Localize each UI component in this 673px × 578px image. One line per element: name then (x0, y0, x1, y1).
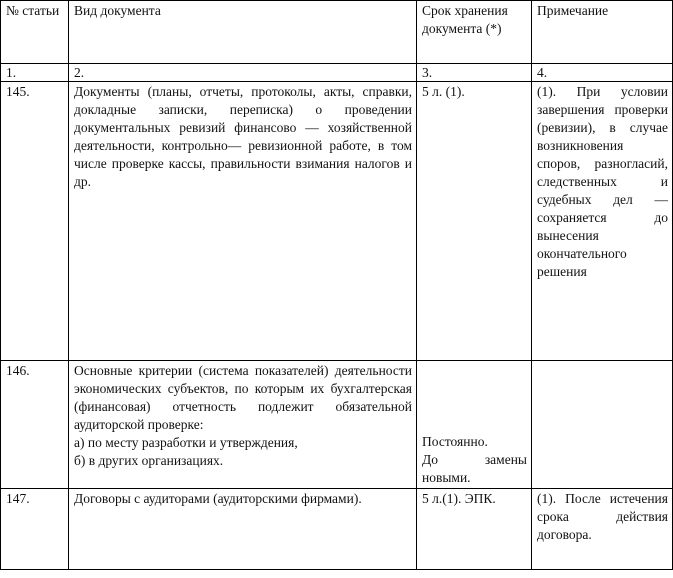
table-row (1, 82, 673, 361)
note-text: (1). При условии завершения проверки (ревизии), в случае возникновения споров, разногласий, следственных и судебных дел — сохраняется до вынесения окончательного решения (532, 82, 673, 361)
note-text: (1). После истечения срока действия договора. (532, 489, 673, 570)
document-type-text: Договоры с аудиторами (аудиторскими фирмами). (69, 489, 417, 570)
document-type-item-a: а) по месту разработки и утверждения, (74, 435, 298, 450)
storage-term-cell (417, 361, 532, 489)
column-number-row (1, 64, 673, 82)
document-type-text: Документы (планы, отчеты, протоколы, акты, справки, докладные записки, переписка) о проведении документальных ревизий финансово — хозяйственной деятельности, контрольно— ревизионной работе, в том числе проверке кассы, правильности взимания налогов и др. (69, 82, 417, 361)
document-type-cell (69, 361, 417, 489)
note-text (532, 361, 673, 489)
header-article-no: № статьи (1, 1, 69, 64)
storage-term-b: До замены новыми. (422, 452, 527, 485)
column-number: 3. (417, 64, 532, 82)
header-note: Примечание (532, 1, 673, 64)
article-number: 145. (1, 82, 69, 361)
storage-term: 5 л.(1). ЭПК. (417, 489, 532, 570)
column-number: 2. (69, 64, 417, 82)
header-storage-term: Срок хранения документа (*) (417, 1, 532, 64)
storage-term-a: Постоянно. (422, 434, 488, 449)
table-row (1, 489, 673, 570)
document-type-item-b: б) в других организациях. (74, 453, 224, 468)
article-number: 147. (1, 489, 69, 570)
header-row (1, 1, 673, 64)
column-number: 1. (1, 64, 69, 82)
column-number: 4. (532, 64, 673, 82)
header-doc-type: Вид документа (69, 1, 417, 64)
table-row (1, 361, 673, 489)
document-type-text: Основные критерии (система показателей) деятельности экономических субъектов, по которым их бухгалтерская (финансовая) отчетность подлежит обязательной аудиторской проверке: (74, 363, 412, 432)
article-number: 146. (1, 361, 69, 489)
storage-term: 5 л. (1). (417, 82, 532, 361)
